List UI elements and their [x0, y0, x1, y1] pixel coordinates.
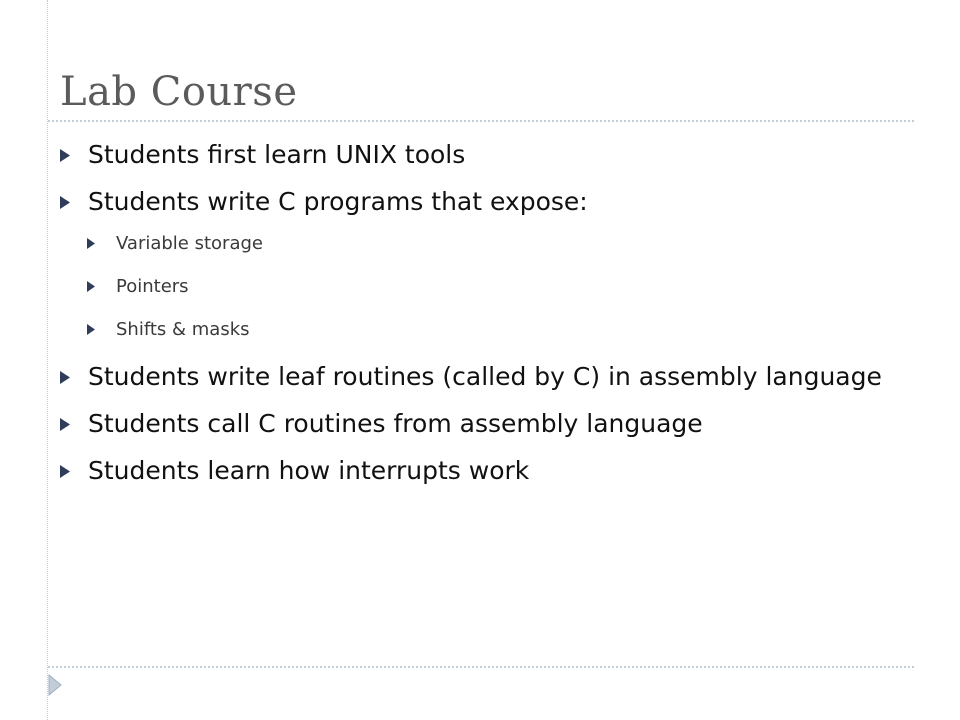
- sub-bullet-item: [58, 275, 898, 299]
- bullet-text: Students call C routines from assembly language: [88, 409, 703, 438]
- bullet-item: [58, 185, 898, 219]
- sub-bullet-text: Shifts & masks: [116, 319, 250, 340]
- triangle-bullet-icon: [87, 281, 95, 292]
- triangle-bullet-icon: [60, 371, 70, 384]
- footer-divider: [48, 666, 914, 668]
- bullet-text: Students write leaf routines (called by C) in assembly language: [88, 362, 882, 391]
- sub-bullet-item: [58, 318, 898, 342]
- slide-title: Lab Course: [60, 69, 298, 115]
- bullet-item: [58, 138, 898, 172]
- triangle-bullet-icon: [60, 418, 70, 431]
- bullet-item: [58, 360, 898, 394]
- triangle-bullet-icon: [87, 324, 95, 335]
- bullet-text: Students learn how interrupts work: [88, 456, 530, 485]
- triangle-bullet-icon: [60, 149, 70, 162]
- bullet-text: Students write C programs that expose:: [88, 187, 588, 216]
- sub-bullet-item: [58, 232, 898, 256]
- left-dotted-rule: [47, 0, 48, 720]
- triangle-bullet-icon: [87, 238, 95, 249]
- bullet-list: [58, 138, 898, 501]
- bullet-item: [58, 454, 898, 488]
- bullet-item: [58, 407, 898, 441]
- sub-bullet-text: Variable storage: [116, 233, 263, 254]
- sub-bullet-text: Pointers: [116, 276, 189, 297]
- title-divider: [48, 120, 914, 122]
- triangle-arrow-icon: [48, 674, 62, 696]
- bullet-text: Students first learn UNIX tools: [88, 140, 466, 169]
- triangle-bullet-icon: [60, 196, 70, 209]
- triangle-bullet-icon: [60, 465, 70, 478]
